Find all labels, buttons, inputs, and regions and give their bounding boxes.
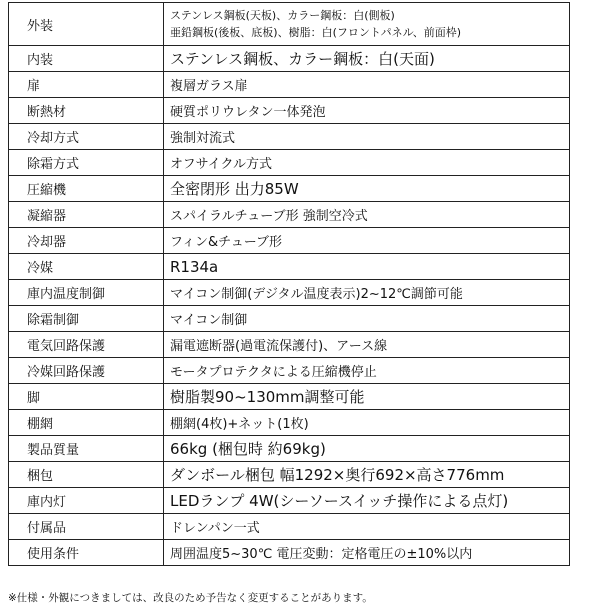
row-label: 梱包 [9, 462, 164, 487]
row-label: 冷却器 [9, 228, 164, 253]
row-label: 庫内温度制御 [9, 280, 164, 305]
row-value: 強制対流式 [170, 131, 236, 146]
row-value: ダンボール梱包 幅1292×奥行692×高さ776mm [170, 466, 505, 484]
spec-row-interior-light [8, 488, 570, 514]
row-value: 全密閉形 出力85W [170, 180, 299, 198]
row-value: R134a [170, 257, 219, 276]
row-label: 凝縮器 [9, 202, 164, 227]
spec-row-defrost-control [8, 306, 570, 332]
row-value-line: ステンレス鋼板(天板)、カラー鋼板：白(側板) [170, 9, 395, 22]
row-value: 周囲温度5~30℃ 電圧変動：定格電圧の±10%以内 [170, 547, 473, 562]
row-value: フィン&チューブ形 [170, 235, 283, 250]
footnote: ※仕様・外観につきましては、改良のため予告なく変更することがあります。 [8, 592, 373, 604]
row-label: 製品質量 [9, 436, 164, 461]
spec-row-door [8, 72, 570, 98]
row-label: 外装 [9, 3, 164, 45]
row-value: 棚網(4枚)+ネット(1枚) [170, 417, 309, 432]
spec-row-evaporator [8, 228, 570, 254]
spec-row-legs [8, 384, 570, 410]
row-label: 付属品 [9, 514, 164, 539]
spec-row-defrost-method [8, 150, 570, 176]
spec-row-cooling-method [8, 124, 570, 150]
spec-row-circuit-protection [8, 332, 570, 358]
spec-row-shelves [8, 410, 570, 436]
row-value: 複層ガラス扉 [170, 79, 248, 94]
row-label: 冷媒回路保護 [9, 358, 164, 383]
spec-row-operating-conditions [8, 540, 570, 566]
row-value: 漏電遮断器(過電流保護付)、アース線 [170, 339, 388, 354]
row-label: 電気回路保護 [9, 332, 164, 357]
spec-row-exterior [8, 2, 570, 46]
row-label: 棚網 [9, 410, 164, 435]
row-value: 樹脂製90~130mm調整可能 [170, 388, 365, 406]
row-value-line: 亜鉛鋼板(後板、底板)、樹脂：白(フロントパネル、前面枠) [170, 26, 462, 39]
row-value: 硬質ポリウレタン一体発泡 [170, 105, 326, 120]
row-value: マイコン制御(デジタル温度表示)2~12℃調節可能 [170, 287, 463, 302]
spec-row-refrigerant-protection [8, 358, 570, 384]
spec-row-refrigerant [8, 254, 570, 280]
row-label: 断熱材 [9, 98, 164, 123]
row-label: 扉 [9, 72, 164, 97]
row-label: 内装 [9, 46, 164, 71]
row-value [164, 3, 569, 45]
row-value: スパイラルチューブ形 強制空冷式 [170, 209, 368, 224]
spec-row-insulation [8, 98, 570, 124]
row-value: オフサイクル方式 [170, 157, 273, 172]
row-label: 脚 [9, 384, 164, 409]
row-value: ドレンパン一式 [170, 521, 260, 536]
spec-row-packaging [8, 462, 570, 488]
spec-row-compressor [8, 176, 570, 202]
row-label: 庫内灯 [9, 488, 164, 513]
row-label: 冷媒 [9, 254, 164, 279]
spec-row-temp-control [8, 280, 570, 306]
row-label: 使用条件 [9, 540, 164, 565]
row-label: 冷却方式 [9, 124, 164, 149]
row-value: 66kg (梱包時 約69kg) [170, 440, 326, 458]
row-value: モータプロテクタによる圧縮機停止 [170, 365, 377, 380]
row-label: 除霜方式 [9, 150, 164, 175]
row-label: 圧縮機 [9, 176, 164, 201]
spec-row-interior [8, 46, 570, 72]
row-value: LEDランプ 4W(シーソースイッチ操作による点灯) [170, 492, 509, 510]
row-value: マイコン制御 [170, 313, 248, 328]
spec-row-accessories [8, 514, 570, 540]
spec-table [8, 2, 570, 566]
spec-row-condenser [8, 202, 570, 228]
row-label: 除霜制御 [9, 306, 164, 331]
spec-row-weight [8, 436, 570, 462]
row-value: ステンレス鋼板、カラー鋼板：白(天面) [170, 50, 435, 68]
